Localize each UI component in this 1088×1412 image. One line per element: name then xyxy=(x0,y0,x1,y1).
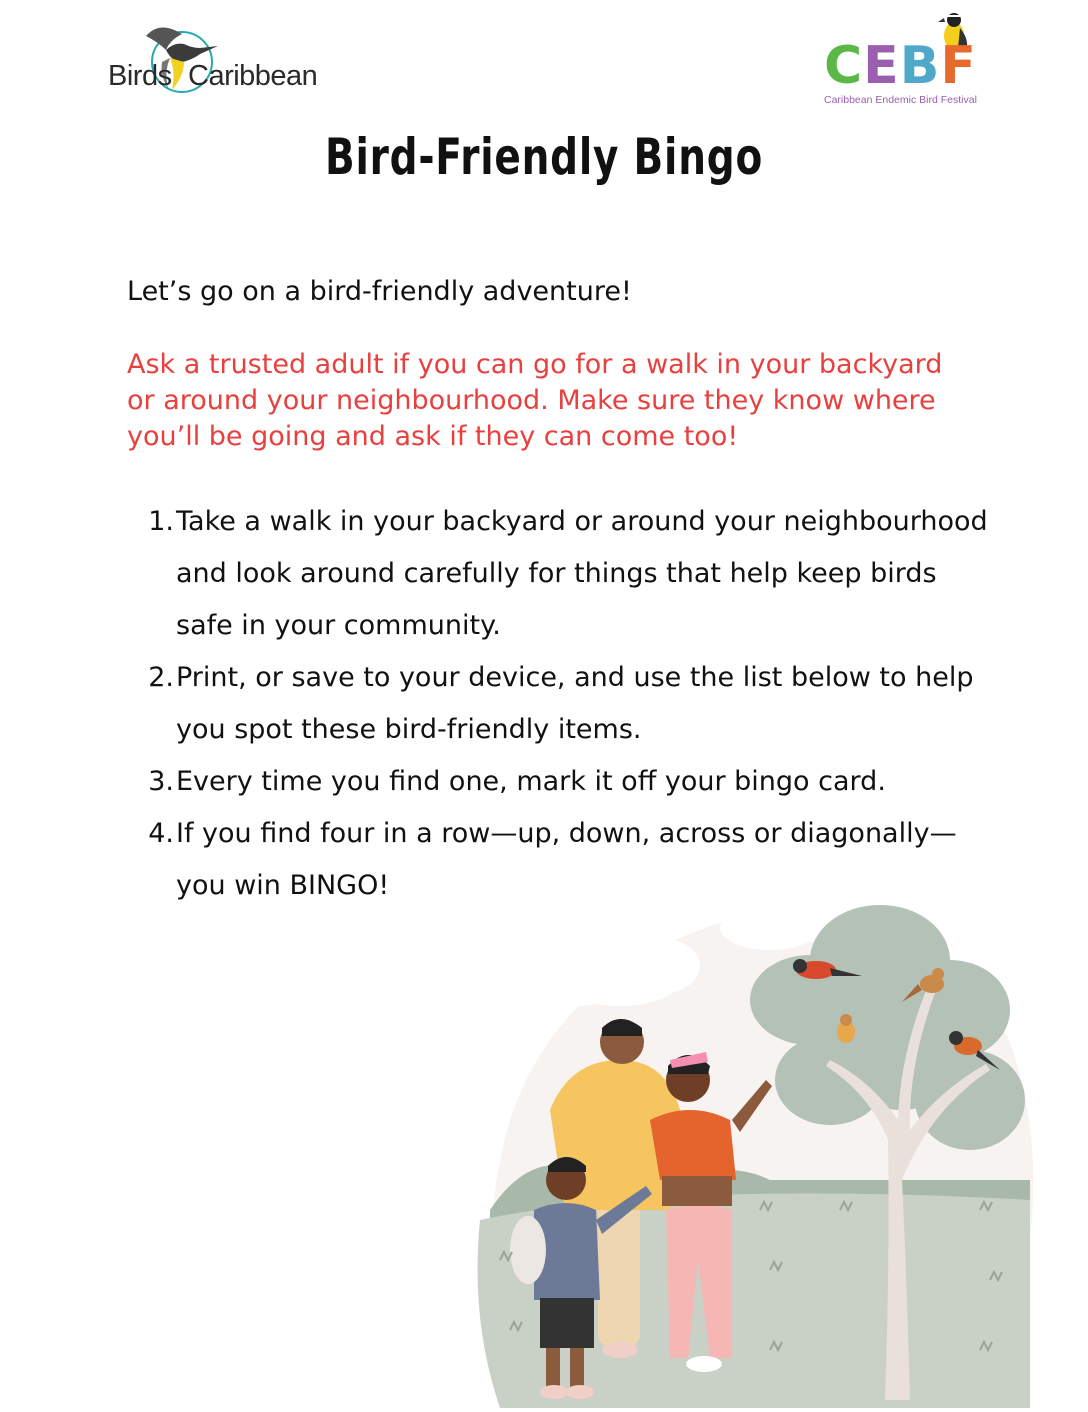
family-birdwatching-illustration xyxy=(470,880,1040,1408)
warning-line: or around your neighbourhood. Make sure they know where xyxy=(127,385,936,416)
instruction-line: and look around carefully for things that help keep birds xyxy=(176,558,937,589)
warning-line: Ask a trusted adult if you can go for a walk in your backyard xyxy=(127,349,943,380)
intro-text: Let’s go on a bird-friendly adventure! xyxy=(127,276,632,307)
cebf-letter-e: E xyxy=(863,36,900,96)
instruction-number: 3. xyxy=(148,766,174,797)
cebf-logo xyxy=(820,8,990,108)
instruction-line: you win BINGO! xyxy=(176,870,390,901)
instruction-line: you spot these bird-friendly items. xyxy=(176,714,642,745)
instruction-line: Take a walk in your backyard or around your neighbourhood xyxy=(176,506,988,537)
instruction-number: 2. xyxy=(148,662,174,693)
warning-line: you’ll be going and ask if they can come too! xyxy=(127,421,739,452)
instruction-list xyxy=(140,496,1040,912)
instruction-number: 1. xyxy=(148,506,174,537)
logo-word-birds: Birds xyxy=(108,60,172,92)
instruction-item xyxy=(140,652,1040,756)
page-title: Bird-Friendly Bingo xyxy=(324,128,764,186)
instruction-line: safe in your community. xyxy=(176,610,501,641)
birds-caribbean-logo xyxy=(100,14,320,104)
instruction-line: Every time you find one, mark it off your bingo card. xyxy=(176,766,886,797)
cebf-letters xyxy=(824,36,977,96)
instruction-number: 4. xyxy=(148,818,174,849)
instruction-item xyxy=(140,496,1040,652)
cebf-tagline: Caribbean Endemic Bird Festival xyxy=(824,94,977,106)
instruction-line: Print, or save to your device, and use the list below to help xyxy=(176,662,974,693)
cebf-letter-c: C xyxy=(824,36,864,96)
cebf-letter-f: F xyxy=(940,36,977,96)
cebf-letter-b: B xyxy=(899,36,941,96)
logo-word-caribbean: Caribbean xyxy=(188,60,318,92)
instruction-item xyxy=(140,756,1040,808)
safety-warning xyxy=(127,347,1007,455)
instruction-line: If you find four in a row—up, down, across or diagonally— xyxy=(176,818,957,849)
